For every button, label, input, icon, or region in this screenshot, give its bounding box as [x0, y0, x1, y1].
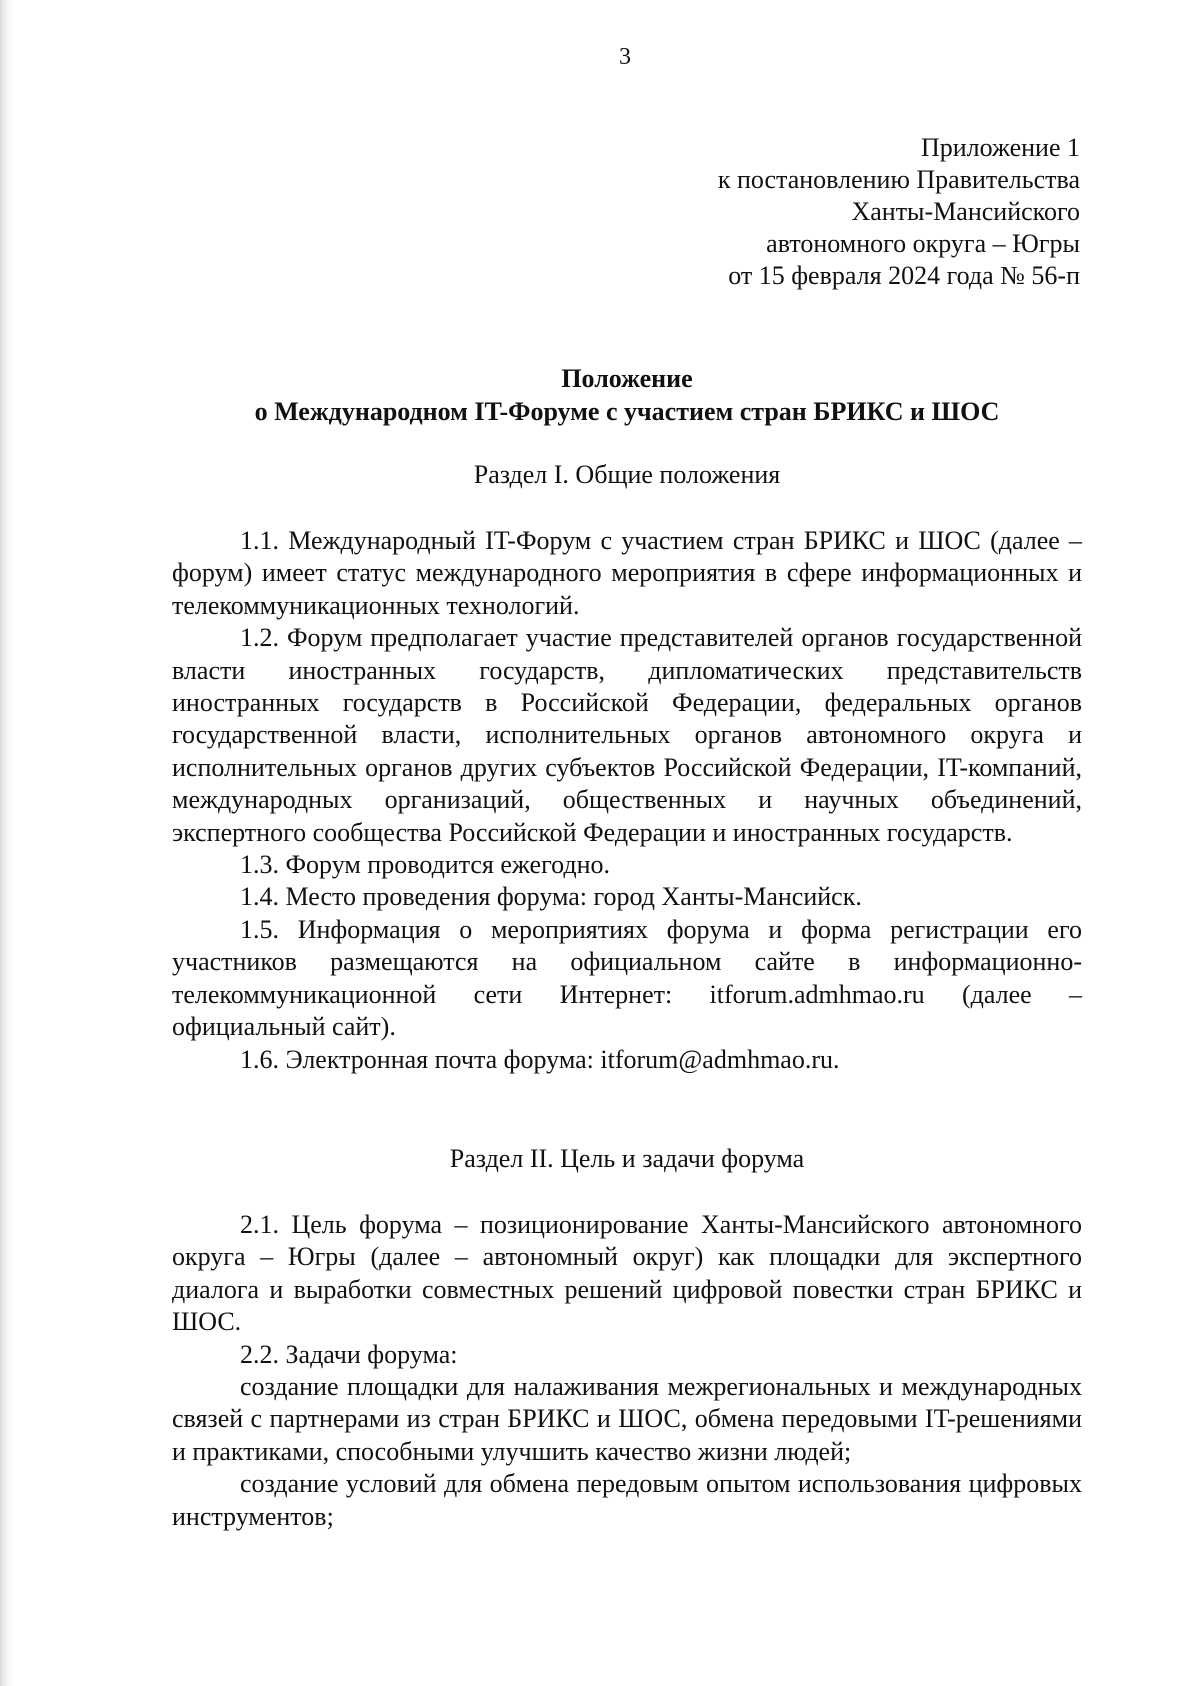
section-1-body — [172, 525, 1082, 1076]
paragraph-1-3: 1.3. Форум проводится ежегодно. — [240, 850, 611, 880]
document-title — [172, 362, 1082, 428]
paragraph-2-task-1: создание площадки для налаживания межрегиональных и международных связей с партнерами из стран БРИКС и ШОС, обмена передовыми IT-решениями и практиками, способными улучшить качество жизни людей; — [172, 1372, 1082, 1466]
section-1-heading: Раздел I. Общие положения — [473, 460, 781, 489]
appendix-line: от 15 февраля 2024 года № 56-п — [728, 261, 1080, 290]
scan-edge-shadow — [0, 0, 14, 1686]
paragraph-1-1: 1.1. Международный IT-Форум с участием стран БРИКС и ШОС (далее – форум) имеет статус международного мероприятия в сфере информационных и телекоммуникационных технологий. — [172, 526, 1082, 620]
section-2-heading: Раздел II. Цель и задачи форума — [449, 1144, 805, 1173]
paragraph-1-6: 1.6. Электронная почта форума: itforum@admhmao.ru. — [240, 1044, 840, 1074]
paragraph-2-2: 2.2. Задачи форума: — [240, 1339, 458, 1369]
paragraph-2-1: 2.1. Цель форума – позиционирование Ханты-Мансийского автономного округа – Югры (далее – автономный округ) как площадки для экспертного диалога и выработки совместных решений цифровой повестки стран БРИКС и ШОС. — [172, 1210, 1082, 1337]
page-number: 3 — [619, 44, 631, 70]
appendix-line: к постановлению Правительства — [717, 165, 1080, 194]
appendix-line: автономного округа – Югры — [766, 229, 1080, 258]
title-line-1: Положение — [561, 364, 693, 393]
paragraph-1-2: 1.2. Форум предполагает участие представителей органов государственной власти иностранных государств, дипломатических представительств иностранных государств в Российской Федерации, федеральных органов государственной власти, исполнительных органов автономного округа и исполнительных органов других субъектов Российской Федерации, IT-компаний, международных организаций, общественных и научных объединений, экспертного сообщества Российской Федерации и иностранных государств. — [172, 623, 1082, 847]
section-2-body — [172, 1209, 1082, 1533]
appendix-line: Приложение 1 — [920, 133, 1080, 162]
title-line-2: о Международном IT-Форуме с участием стран БРИКС и ШОС — [254, 397, 1000, 426]
paragraph-1-5: 1.5. Информация о мероприятиях форума и форма регистрации его участников размещаются на официальном сайте в информационно-телекоммуникационной сети Интернет: itforum.admhmao.ru (далее – официальный сайт). — [172, 914, 1082, 1042]
paragraph-2-task-2: создание условий для обмена передовым опытом использования цифровых инструментов; — [172, 1469, 1082, 1531]
paragraph-1-4: 1.4. Место проведения форума: город Ханты-Мансийск. — [240, 882, 862, 912]
appendix-header — [520, 132, 1080, 292]
appendix-line: Ханты-Мансийского — [851, 197, 1080, 226]
